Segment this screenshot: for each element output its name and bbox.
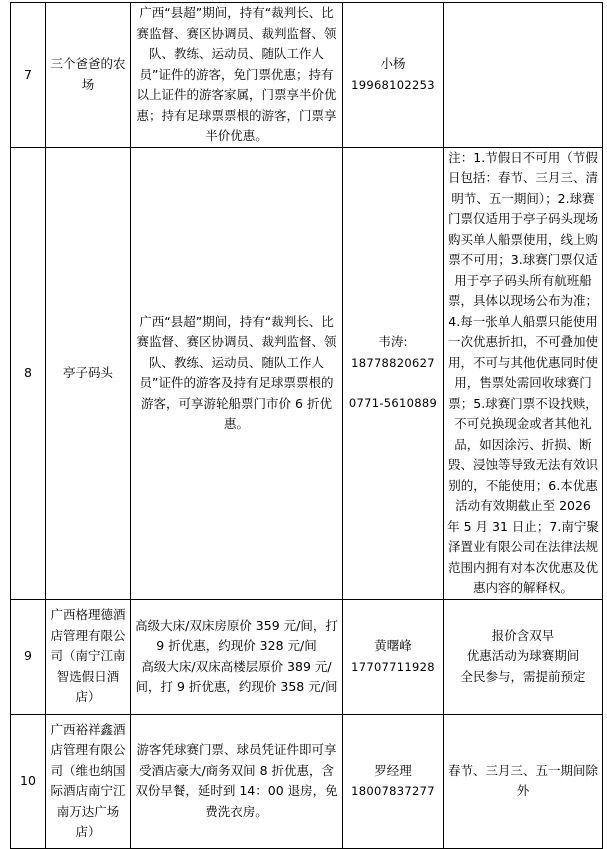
contact-name: 罗经理 <box>374 762 412 778</box>
notes-cell: 春节、三月三、五一期间除外 <box>444 714 603 848</box>
contact-name: 小杨 <box>380 56 406 72</box>
contact-cell <box>343 3 444 148</box>
contact-cell <box>343 599 444 714</box>
spacer <box>346 373 440 393</box>
contact-phone: 18778820627 <box>351 355 435 370</box>
contact-name: 韦涛: <box>378 334 408 350</box>
offer-description: 广西“县超”期间，持有“裁判长、比赛监督、赛区协调员、裁判监督、领队、教练、运动员、随队工作人员”证件的游客，免门票优惠；持有以上证件的游客家属，门票享半价优惠；持有足球票票根的游客，门票享半价优惠。 <box>131 3 343 148</box>
contact-phone: 17707711928 <box>351 659 435 674</box>
offer-description: 广西“县超”期间，持有“裁判长、比赛监督、赛区协调员、裁判监督、领队、教练、运动员、随队工作人员”证件的游客及持有足球票票根的游客，可享游轮船票门市价 6 折优惠。 <box>131 147 343 599</box>
discount-table <box>10 2 603 849</box>
offer-description <box>131 599 343 714</box>
row-number: 8 <box>11 147 46 599</box>
table-row <box>11 714 603 848</box>
table-row <box>11 147 603 599</box>
contact-cell <box>343 714 444 848</box>
offer-description: 游客凭球赛门票、球员凭证件即可享受酒店豪大/商务双间 8 折优惠，含双份早餐，延时到 14：00 退房，免费洗衣房。 <box>131 714 343 848</box>
contact-cell <box>343 147 444 599</box>
venue-name: 三个爸爸的农场 <box>46 3 131 148</box>
contact-phone: 19968102253 <box>351 77 435 92</box>
contact-name: 黄曙峰 <box>374 638 412 653</box>
venue-name: 广西格理德酒店管理有限公司（南宁江南智选假日酒店） <box>46 599 131 714</box>
notes-line: 优惠活动为球赛期间 <box>466 648 580 664</box>
notes-cell <box>444 599 603 714</box>
offer-line: 高级大床/双床房原价 359 元/间，打 9 折优惠，约现价 328 元/间 <box>135 617 338 653</box>
venue-name: 亭子码头 <box>46 147 131 599</box>
notes-line: 全民参与，需提前预定 <box>460 668 586 684</box>
venue-name: 广西裕祥鑫酒店管理有限公司（维也纳国际酒店南宁江南万达广场店） <box>46 714 131 848</box>
contact-phone: 18007837277 <box>351 784 435 798</box>
contact-phone: 0771-5610889 <box>348 396 438 411</box>
table-row <box>11 3 603 148</box>
table-row <box>11 599 603 714</box>
row-number: 10 <box>11 714 46 848</box>
row-number: 7 <box>11 3 46 148</box>
row-number: 9 <box>11 599 46 714</box>
notes-cell: 注：1.节假日不可用（节假日包括：春节、三月三、清明节、五一期间）；2.球赛门票仅适用于亭子码头现场购买单人船票使用，线上购票不可用；3.球赛门票仅适用于亭子码头所有航班船票，具体以现场公布为准；4.每一张单人船票只能使用一次优惠折扣，不可叠加使用，不可与其他优惠同时使用，售票处需回收球赛门票；5.球赛门票不设找赎，不可兑换现金或者其他礼品，如因涂污、折损、断毁、浸蚀等导致无法有效识别的，不能使用；6.本优惠活动有效期截止至 2026 年 5 月 31 日止；7.南宁聚泽置业有限公司在法律法规范围内拥有对本次优惠及优惠内容的解释权。 <box>444 147 603 599</box>
offer-line: 高级大床/双床高楼层原价 389 元/间，打 9 折优惠，约现价 358 元/间 <box>135 658 338 694</box>
notes-line: 报价含双早 <box>491 627 555 643</box>
notes-cell <box>444 3 603 148</box>
